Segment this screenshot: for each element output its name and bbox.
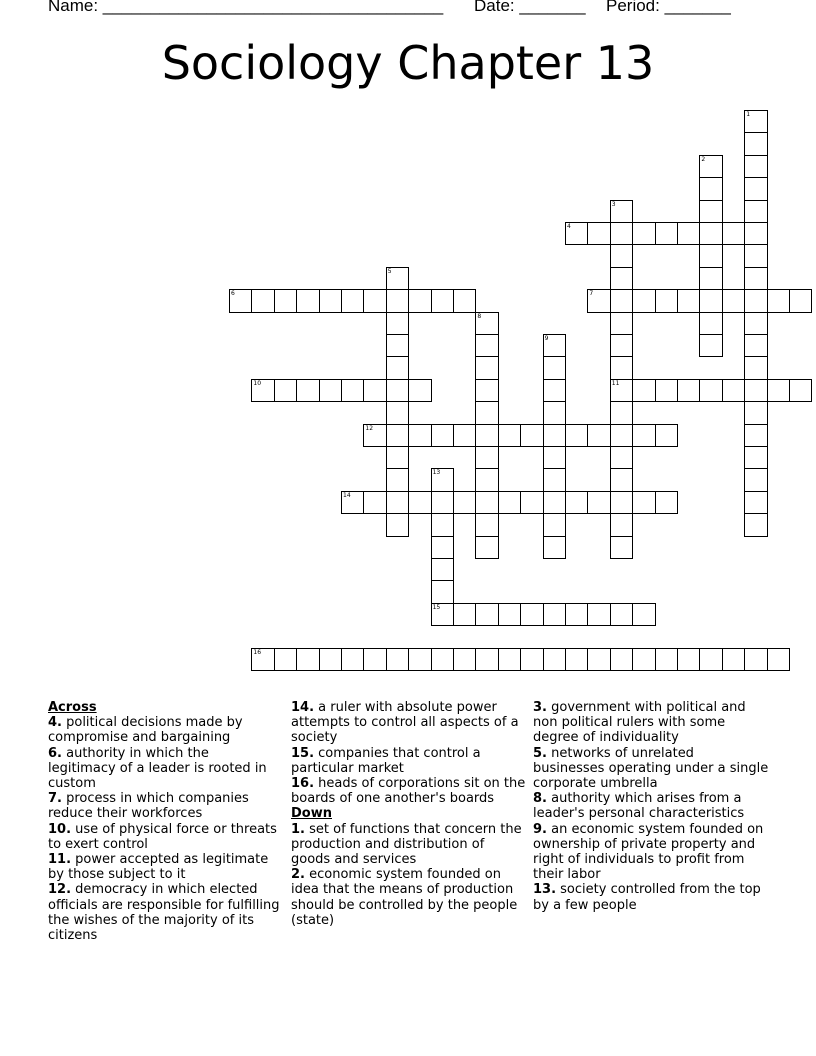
grid-cell[interactable]	[475, 536, 498, 559]
period-field-label[interactable]: Period: _______	[606, 0, 731, 15]
grid-cell[interactable]	[744, 132, 767, 155]
grid-cell[interactable]	[677, 222, 700, 245]
clue-number: 6	[231, 290, 235, 298]
grid-cell[interactable]	[274, 648, 297, 671]
clue-heading: Down	[291, 806, 332, 822]
clue-text: networks of unrelated businesses operating under a single corporate umbrella	[533, 745, 769, 792]
clue-column-3	[533, 700, 769, 913]
clue-heading: Across	[48, 700, 97, 715]
grid-cell[interactable]	[408, 379, 431, 402]
grid-cell[interactable]	[610, 289, 633, 312]
grid-cell[interactable]	[520, 603, 543, 626]
grid-cell[interactable]	[475, 513, 498, 536]
clue-text: a ruler with absolute power attempts to control all aspects of a society	[291, 700, 519, 746]
grid-cell[interactable]	[587, 289, 610, 312]
grid-cell[interactable]	[632, 222, 655, 245]
clue-number: 2	[701, 155, 706, 163]
grid-cell[interactable]	[632, 289, 655, 312]
clue-text: process in which companies reduce their workforces	[48, 791, 249, 822]
clue-text: authority which arises from a leader's personal characteristics	[533, 791, 745, 822]
grid-cell[interactable]	[229, 289, 252, 312]
grid-cell[interactable]	[677, 648, 700, 671]
clue-number: 12	[365, 424, 374, 432]
clue-label-number: 10.	[48, 821, 72, 837]
clue-label-number: 11.	[48, 852, 72, 868]
grid-cell[interactable]	[431, 580, 454, 603]
grid-cell[interactable]	[319, 379, 342, 402]
grid-cell[interactable]	[363, 379, 386, 402]
grid-cell[interactable]	[520, 648, 543, 671]
grid-cell[interactable]	[408, 491, 431, 514]
clue-label-number: 16.	[291, 776, 315, 792]
grid-cell[interactable]	[767, 648, 790, 671]
grid-cell[interactable]	[610, 536, 633, 559]
grid-cell[interactable]	[543, 648, 566, 671]
grid-cell[interactable]	[744, 110, 767, 133]
grid-cell[interactable]	[296, 379, 319, 402]
grid-cell[interactable]	[789, 379, 812, 402]
clue-column-2	[291, 700, 527, 928]
grid-cell[interactable]	[475, 401, 498, 424]
clue-label-number: 13.	[533, 882, 557, 898]
grid-cell[interactable]	[744, 401, 767, 424]
grid-cell[interactable]	[744, 312, 767, 335]
grid-cell[interactable]	[744, 334, 767, 357]
clue-label-number: 15.	[291, 745, 315, 761]
grid-cell[interactable]	[543, 446, 566, 469]
grid-cell[interactable]	[699, 289, 722, 312]
across-clue	[48, 852, 280, 882]
grid-cell[interactable]	[274, 289, 297, 312]
grid-cell[interactable]	[475, 603, 498, 626]
grid-cell[interactable]	[610, 222, 633, 245]
grid-cell[interactable]	[453, 289, 476, 312]
down-clue	[533, 882, 769, 912]
down-clue	[533, 700, 769, 746]
grid-cell[interactable]	[386, 356, 409, 379]
grid-cell[interactable]	[386, 446, 409, 469]
clue-label-number: 1.	[291, 821, 305, 837]
grid-cell[interactable]	[699, 244, 722, 267]
grid-cell[interactable]	[543, 536, 566, 559]
grid-cell[interactable]	[386, 648, 409, 671]
grid-cell[interactable]	[587, 424, 610, 447]
clue-text: authority in which the legitimacy of a leader is rooted in custom	[48, 745, 267, 792]
grid-cell[interactable]	[475, 312, 498, 335]
across-clue	[48, 791, 280, 821]
grid-cell[interactable]	[386, 401, 409, 424]
grid-cell[interactable]	[386, 491, 409, 514]
down-clue	[533, 822, 769, 883]
grid-cell[interactable]	[341, 379, 364, 402]
clue-text: an economic system founded on ownership of private property and right of individuals to profit from their labor	[533, 821, 764, 883]
clue-text: heads of corporations sit on the boards of one another's boards	[291, 776, 526, 807]
grid-cell[interactable]	[744, 356, 767, 379]
grid-cell[interactable]	[699, 222, 722, 245]
grid-cell[interactable]	[431, 424, 454, 447]
grid-cell[interactable]	[699, 648, 722, 671]
grid-cell[interactable]	[543, 334, 566, 357]
across-clue	[291, 700, 527, 746]
clue-label-number: 12.	[48, 882, 72, 898]
grid-cell[interactable]	[251, 379, 274, 402]
grid-cell[interactable]	[431, 513, 454, 536]
grid-cell[interactable]	[251, 648, 274, 671]
clue-text: democracy in which elected officials are responsible for fulfilling the wishes of the majority of its citizens	[48, 882, 280, 944]
clue-label-number: 3.	[533, 700, 547, 715]
grid-cell[interactable]	[408, 289, 431, 312]
across-clue	[291, 746, 527, 776]
grid-cell[interactable]	[319, 648, 342, 671]
grid-cell[interactable]	[744, 200, 767, 223]
grid-cell[interactable]	[565, 491, 588, 514]
grid-cell[interactable]	[744, 424, 767, 447]
grid-cell[interactable]	[498, 491, 521, 514]
grid-cell[interactable]	[431, 289, 454, 312]
grid-cell[interactable]	[386, 267, 409, 290]
grid-cell[interactable]	[498, 603, 521, 626]
date-field-label[interactable]: Date: _______	[474, 0, 586, 15]
grid-cell[interactable]	[386, 424, 409, 447]
grid-cell[interactable]	[699, 312, 722, 335]
grid-cell[interactable]	[699, 379, 722, 402]
down-clue	[291, 822, 527, 868]
grid-cell[interactable]	[767, 289, 790, 312]
clue-number: 7	[589, 290, 594, 298]
grid-cell[interactable]	[699, 267, 722, 290]
grid-cell[interactable]	[498, 424, 521, 447]
grid-cell[interactable]	[386, 289, 409, 312]
grid-cell[interactable]	[363, 424, 386, 447]
grid-cell[interactable]	[475, 648, 498, 671]
grid-cell[interactable]	[767, 379, 790, 402]
grid-cell[interactable]	[610, 424, 633, 447]
grid-cell[interactable]	[431, 603, 454, 626]
grid-cell[interactable]	[587, 603, 610, 626]
grid-cell[interactable]	[543, 603, 566, 626]
grid-cell[interactable]	[363, 289, 386, 312]
grid-cell[interactable]	[744, 267, 767, 290]
grid-cell[interactable]	[386, 312, 409, 335]
clue-text: use of physical force or threats to exert control	[48, 821, 277, 852]
grid-cell[interactable]	[453, 603, 476, 626]
grid-cell[interactable]	[475, 424, 498, 447]
grid-cell[interactable]	[543, 379, 566, 402]
clue-number: 16	[253, 648, 262, 656]
grid-cell[interactable]	[722, 379, 745, 402]
clue-number: 1	[746, 111, 751, 118]
grid-cell[interactable]	[386, 468, 409, 491]
grid-cell[interactable]	[655, 648, 678, 671]
grid-cell[interactable]	[632, 603, 655, 626]
down-clue	[533, 791, 769, 821]
clue-label-number: 8.	[533, 791, 547, 807]
grid-cell[interactable]	[565, 424, 588, 447]
grid-cell[interactable]	[520, 491, 543, 514]
grid-cell[interactable]	[744, 648, 767, 671]
clue-text: political decisions made by compromise and bargaining	[48, 715, 243, 746]
grid-cell[interactable]	[655, 289, 678, 312]
grid-cell[interactable]	[363, 648, 386, 671]
grid-cell[interactable]	[610, 603, 633, 626]
grid-cell[interactable]	[610, 491, 633, 514]
grid-cell[interactable]	[744, 491, 767, 514]
grid-cell[interactable]	[543, 468, 566, 491]
grid-cell[interactable]	[565, 603, 588, 626]
grid-cell[interactable]	[274, 379, 297, 402]
clue-label-number: 6.	[48, 745, 62, 761]
across-clue	[48, 715, 280, 745]
grid-cell[interactable]	[543, 513, 566, 536]
grid-cell[interactable]	[543, 424, 566, 447]
grid-cell[interactable]	[431, 648, 454, 671]
grid-cell[interactable]	[610, 401, 633, 424]
grid-cell[interactable]	[363, 491, 386, 514]
grid-cell[interactable]	[587, 648, 610, 671]
grid-cell[interactable]	[655, 379, 678, 402]
clue-label-number: 4.	[48, 715, 62, 731]
clue-text: society controlled from the top by a few people	[533, 882, 761, 913]
grid-cell[interactable]	[677, 379, 700, 402]
clue-text: government with political and non political rulers with some degree of individuality	[533, 700, 746, 746]
grid-cell[interactable]	[386, 513, 409, 536]
grid-cell[interactable]	[543, 356, 566, 379]
grid-cell[interactable]	[319, 289, 342, 312]
grid-cell[interactable]	[610, 244, 633, 267]
grid-cell[interactable]	[296, 289, 319, 312]
grid-cell[interactable]	[520, 424, 543, 447]
clue-number: 10	[253, 379, 262, 387]
grid-cell[interactable]	[610, 200, 633, 223]
grid-cell[interactable]	[610, 356, 633, 379]
down-clue	[533, 746, 769, 792]
grid-cell[interactable]	[632, 491, 655, 514]
clue-text: power accepted as legitimate by those subject to it	[48, 852, 269, 883]
grid-cell[interactable]	[610, 468, 633, 491]
grid-cell[interactable]	[475, 446, 498, 469]
grid-cell[interactable]	[341, 491, 364, 514]
grid-cell[interactable]	[744, 155, 767, 178]
grid-cell[interactable]	[565, 222, 588, 245]
clue-number: 9	[544, 335, 549, 342]
grid-cell[interactable]	[475, 379, 498, 402]
grid-cell[interactable]	[543, 491, 566, 514]
grid-cell[interactable]	[498, 648, 521, 671]
grid-cell[interactable]	[475, 491, 498, 514]
across-clue	[48, 822, 280, 852]
grid-cell[interactable]	[431, 491, 454, 514]
grid-cell[interactable]	[431, 536, 454, 559]
grid-cell[interactable]	[610, 312, 633, 335]
grid-cell[interactable]	[408, 424, 431, 447]
grid-cell[interactable]	[699, 155, 722, 178]
grid-cell[interactable]	[610, 334, 633, 357]
grid-cell[interactable]	[655, 222, 678, 245]
clues-section	[0, 700, 816, 1000]
grid-cell[interactable]	[341, 289, 364, 312]
grid-cell[interactable]	[744, 289, 767, 312]
clue-label-number: 2.	[291, 867, 305, 883]
grid-cell[interactable]	[789, 289, 812, 312]
across-clue	[48, 746, 280, 792]
grid-cell[interactable]	[587, 222, 610, 245]
grid-cell[interactable]	[699, 334, 722, 357]
grid-cell[interactable]	[610, 648, 633, 671]
grid-cell[interactable]	[453, 491, 476, 514]
grid-cell[interactable]	[744, 468, 767, 491]
name-field-label[interactable]: Name: ____________________________________	[48, 0, 444, 15]
grid-cell[interactable]	[408, 648, 431, 671]
grid-cell[interactable]	[744, 222, 767, 245]
grid-cell[interactable]	[543, 401, 566, 424]
clue-text: set of functions that concern the production and distribution of goods and services	[291, 821, 522, 868]
clue-number: 13	[432, 469, 441, 477]
grid-cell[interactable]	[475, 468, 498, 491]
clue-number: 11	[611, 379, 620, 387]
grid-cell[interactable]	[453, 424, 476, 447]
clue-number: 5	[387, 267, 392, 275]
grid-cell[interactable]	[475, 356, 498, 379]
grid-cell[interactable]	[632, 648, 655, 671]
grid-cell[interactable]	[722, 222, 745, 245]
across-clue	[48, 882, 280, 943]
clue-number: 4	[567, 223, 571, 230]
grid-cell[interactable]	[699, 177, 722, 200]
grid-cell[interactable]	[699, 200, 722, 223]
down-clue	[291, 867, 527, 928]
grid-cell[interactable]	[722, 648, 745, 671]
grid-cell[interactable]	[587, 491, 610, 514]
grid-cell[interactable]	[677, 289, 700, 312]
grid-cell[interactable]	[475, 334, 498, 357]
grid-cell[interactable]	[744, 446, 767, 469]
clue-number: 3	[611, 200, 616, 208]
grid-cell[interactable]	[610, 267, 633, 290]
grid-cell[interactable]	[386, 379, 409, 402]
clue-label-number: 9.	[533, 821, 547, 837]
grid-cell[interactable]	[610, 446, 633, 469]
clue-text: economic system founded on idea that the means of production should be controlled by the people (state)	[291, 867, 518, 928]
clue-label-number: 7.	[48, 791, 62, 807]
grid-cell[interactable]	[453, 648, 476, 671]
grid-cell[interactable]	[744, 177, 767, 200]
grid-cell[interactable]	[744, 513, 767, 536]
grid-cell[interactable]	[431, 558, 454, 581]
grid-cell[interactable]	[565, 648, 588, 671]
clue-text: companies that control a particular market	[291, 745, 481, 776]
grid-cell[interactable]	[632, 424, 655, 447]
grid-cell[interactable]	[251, 289, 274, 312]
grid-cell[interactable]	[341, 648, 364, 671]
grid-cell[interactable]	[632, 379, 655, 402]
grid-cell[interactable]	[744, 379, 767, 402]
across-clue	[291, 776, 527, 806]
clue-number: 15	[432, 603, 441, 611]
clue-number: 8	[477, 312, 482, 320]
grid-cell[interactable]	[655, 491, 678, 514]
grid-cell[interactable]	[744, 244, 767, 267]
grid-cell[interactable]	[296, 648, 319, 671]
grid-cell[interactable]	[386, 334, 409, 357]
grid-cell[interactable]	[722, 289, 745, 312]
grid-cell[interactable]	[610, 513, 633, 536]
clue-number: 14	[343, 491, 351, 499]
grid-cell[interactable]	[655, 424, 678, 447]
grid-cell[interactable]	[610, 379, 633, 402]
clue-label-number: 5.	[533, 745, 547, 761]
page-title: Sociology Chapter 13	[161, 36, 655, 90]
clue-label-number: 14.	[291, 700, 315, 715]
clue-column-1	[48, 700, 280, 943]
grid-cell[interactable]	[431, 468, 454, 491]
